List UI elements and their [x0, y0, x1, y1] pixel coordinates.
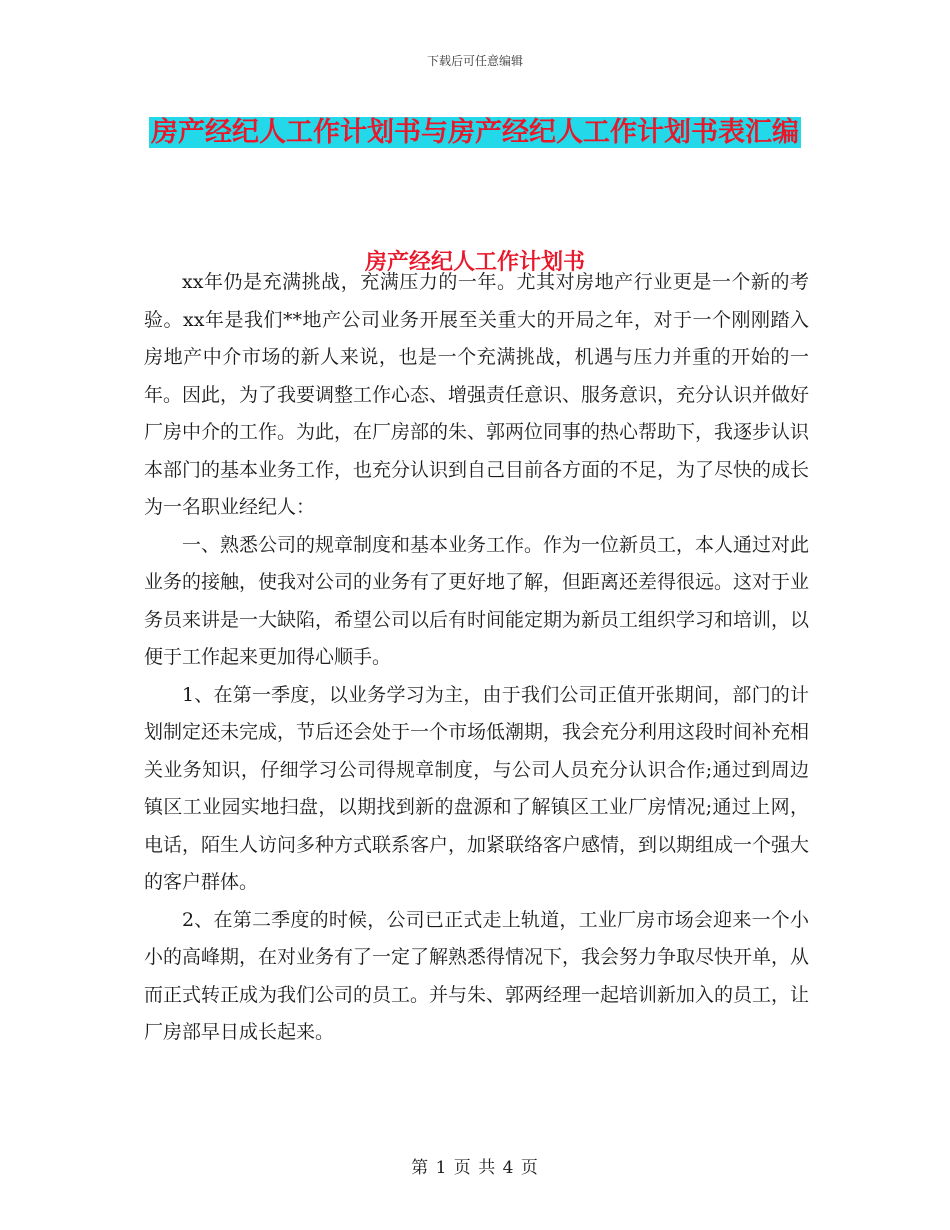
document-title-text: 房产经纪人工作计划书与房产经纪人工作计划书表汇编	[151, 117, 799, 148]
header-note: 下载后可任意编辑	[426, 54, 523, 68]
paragraph-second-quarter: 2、在第二季度的时候，公司已正式走上轨道，工业厂房市场会迎来一个小小的高峰期，在对业务有了一定了解熟悉得情况下，我会努力争取尽快开单，从而正式转正成为我们公司的员工。并与朱、郭两经理一起培训新加入的员工，让厂房部早日成长起来。	[144, 908, 810, 1043]
document-body	[144, 264, 809, 1052]
page-footer: 第 1 页 共 4 页	[411, 1158, 539, 1178]
paragraph-intro: xx年仍是充满挑战，充满压力的一年。尤其对房地产行业更是一个新的考验。xx年是我们**地产公司业务开展至关重大的开局之年，对于一个刚刚踏入房地产中介市场的新人来说，也是一个充满挑战，机遇与压力并重的开始的一年。因此，为了我要调整工作心态、增强责任意识、服务意识，充分认识并做好厂房中介的工作。为此，在厂房部的朱、郭两位同事的热心帮助下，我逐步认识本部门的基本业务工作，也充分认识到自己目前各方面的不足，为了尽快的成长为一名职业经纪人：	[144, 271, 810, 518]
paragraph-first-quarter: 1、在第一季度，以业务学习为主，由于我们公司正值开张期间，部门的计划制定还未完成，节后还会处于一个市场低潮期，我会充分利用这段时间补充相关业务知识，仔细学习公司得规章制度，与公司人员充分认识合作;通过到周边镇区工业园实地扫盘，以期找到新的盘源和了解镇区工业厂房情况;通过上网，电话，陌生人访问多种方式联系客户，加紧联络客户感情，到以期组成一个强大的客户群体。	[144, 683, 810, 893]
section-title: 房产经纪人工作计划书	[364, 250, 585, 275]
document-title	[140, 110, 810, 156]
paragraph-section-one: 一、熟悉公司的规章制度和基本业务工作。作为一位新员工，本人通过对此业务的接触，使我对公司的业务有了更好地了解，但距离还差得很远。这对于业务员来讲是一大缺陷，希望公司以后有时间能定期为新员工组织学习和培训，以便于工作起来更加得心顺手。	[144, 533, 810, 668]
